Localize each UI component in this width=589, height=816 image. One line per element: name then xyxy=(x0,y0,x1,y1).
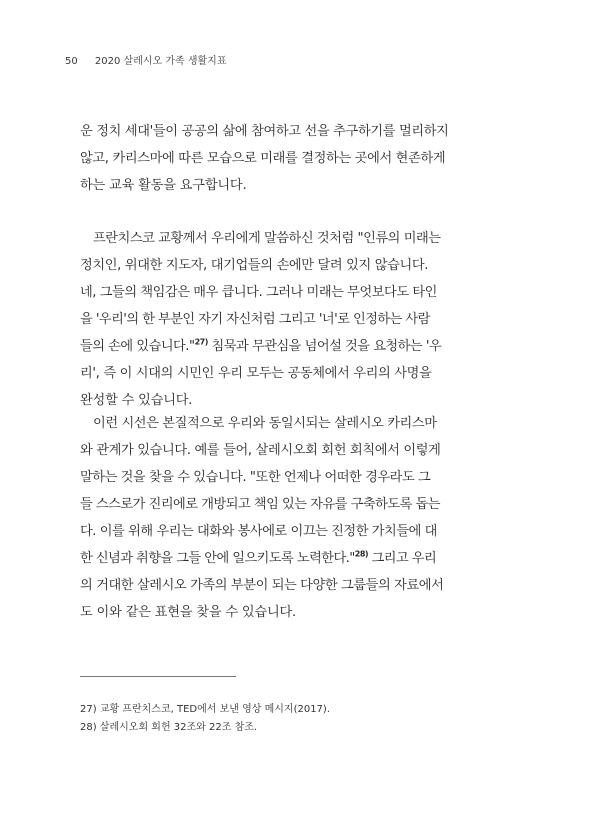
text-segment: 들의 손에 있습니다." xyxy=(80,339,195,354)
text-line: 네, 그들의 책임감은 매우 큽니다. 그러나 미래는 무엇보다도 타인 xyxy=(80,285,437,300)
text-line: 운 정치 세대'들이 공공의 삶에 참여하고 선을 추구하기를 멀리하지 xyxy=(80,124,449,139)
text-line: 들 스스로가 진리에로 개방되고 책임 있는 자유를 구축하도록 돕는 xyxy=(80,497,440,512)
text-segment: 침묵과 무관심을 넘어설 것을 요청하는 '우 xyxy=(207,339,442,354)
footnote-ref-28: 28) xyxy=(354,549,368,559)
text-line: 와 관계가 있습니다. 예를 들어, 살레시오회 회헌 회칙에서 이렇게 xyxy=(80,443,441,458)
text-line: 도 이와 같은 표현을 찾을 수 있습니다. xyxy=(80,605,297,620)
text-line xyxy=(80,333,520,360)
running-header xyxy=(65,52,227,67)
paragraph-1 xyxy=(80,118,520,199)
running-title: 2020 살레시오 가족 생활지표 xyxy=(94,56,227,67)
page-number: 50 xyxy=(65,56,78,67)
footnote-divider xyxy=(80,676,236,677)
text-line xyxy=(80,545,520,572)
footnotes xyxy=(80,701,520,737)
paragraph-3 xyxy=(80,410,520,626)
text-line: 다. 이를 위해 우리는 대화와 봉사에로 이끄는 진정한 가치들에 대 xyxy=(80,524,437,539)
footnote-ref-27: 27) xyxy=(194,337,208,347)
text-line: 리', 즉 이 시대의 시민인 우리 모두는 공동체에서 우리의 사명을 xyxy=(80,366,432,381)
text-segment: 그리고 우리 xyxy=(367,551,437,566)
text-line: 의 거대한 살레시오 가족의 부분이 되는 다양한 그룹들의 자료에서 xyxy=(80,578,444,593)
text-line: 하는 교육 활동을 요구합니다. xyxy=(80,178,247,193)
text-line: 완성할 수 있습니다. xyxy=(80,393,193,408)
paragraph-2 xyxy=(80,225,520,414)
text-line: 프란치스코 교황께서 우리에게 말씀하신 것처럼 "인류의 미래는 xyxy=(93,231,441,246)
text-line: 정치인, 위대한 지도자, 대기업들의 손에만 달려 있지 않습니다. xyxy=(80,258,429,273)
footnote-28: 28) 살레시오회 회헌 32조와 22조 참조. xyxy=(80,722,258,733)
footnote-27: 27) 교황 프란치스코, TED에서 보낸 영상 메시지(2017). xyxy=(80,704,330,715)
text-line: 이런 시선은 본질적으로 우리와 동일시되는 살레시오 카리스마 xyxy=(93,416,437,431)
text-segment: 한 신념과 취향을 그들 안에 일으키도록 노력한다." xyxy=(80,551,355,566)
text-line: 않고, 카리스마에 따른 모습으로 미래를 결정하는 곳에서 현존하게 xyxy=(80,151,446,166)
text-line: 말하는 것을 찾을 수 있습니다. "또한 언제나 어떠한 경우라도 그 xyxy=(80,470,431,485)
text-line: 을 '우리'의 한 부분인 자기 자신처럼 그리고 '너'로 인정하는 사람 xyxy=(80,312,430,327)
